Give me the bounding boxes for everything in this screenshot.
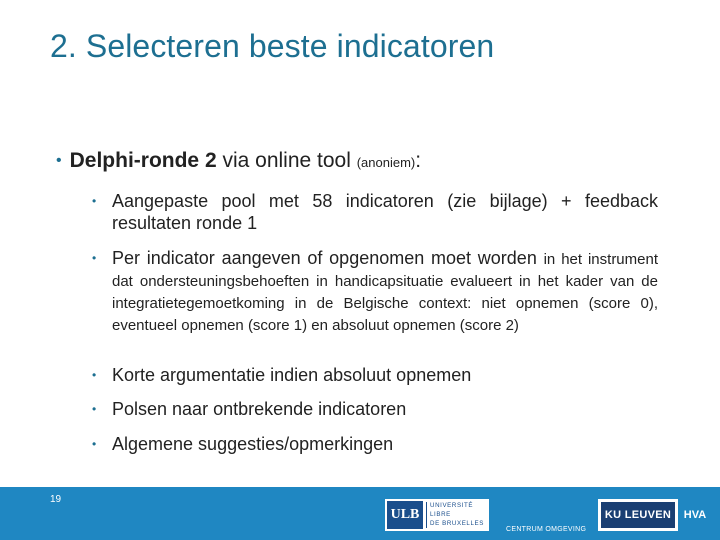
ulb-logo-divider: [426, 502, 427, 528]
sub-bullet-marker: •: [92, 402, 97, 416]
ku-leuven-logo-text: KU LEUVEN: [601, 502, 675, 528]
sub-bullet-argumentatie: [92, 364, 658, 386]
ulb-logo-mark: ULB: [387, 501, 423, 529]
ulb-logo-line3: DE BRUXELLES: [430, 520, 484, 527]
bullet-text: via online tool: [216, 149, 357, 172]
page-number: 19: [50, 494, 62, 505]
ulb-logo-line2: LIBRE: [430, 511, 451, 518]
sub-bullet-polsen: [92, 398, 658, 420]
sub-bullet-marker: •: [92, 251, 97, 265]
bullet-delphi-ronde: [56, 148, 421, 176]
hva-logo: HVA: [683, 509, 707, 521]
sub-bullet-small-text: in het instrument dat ondersteuningsbehoeften in handicapsituatie evalueert in het kader van de integratietegemoetkoming in de Belgische context: niet opnemen (score 0), eventueel opnemen (score 1) en absoluut opnemen (score 2): [112, 251, 658, 334]
sub-bullet-text: Per indicator aangeven of opgenomen moet worden: [112, 248, 544, 268]
ulb-logo-name: [430, 501, 488, 528]
ulb-logo: [385, 499, 489, 531]
sub-bullet-marker: •: [92, 194, 97, 208]
sub-bullet-text-wrap: [92, 247, 658, 335]
slide-title: 2. Selecteren beste indicatoren: [50, 28, 495, 64]
bullet-colon: :: [415, 149, 422, 172]
sub-bullet-text: Aangepaste pool met 58 indicatoren (zie bijlage) + feedback resultaten ronde 1: [112, 191, 658, 233]
sub-bullet-suggesties: [92, 433, 658, 455]
sub-bullet-per-indicator: [92, 247, 658, 335]
ku-leuven-logo: [598, 499, 678, 531]
bullet-small-text: (anoniem): [356, 155, 416, 170]
sub-bullet-pool: [92, 190, 658, 234]
ulb-logo-line1: UNIVERSITÉ: [430, 502, 474, 509]
sub-bullet-text: Korte argumentatie indien absoluut opnemen: [112, 365, 472, 385]
bullet-bold-text: Delphi-ronde 2: [69, 149, 217, 172]
sub-bullet-marker: •: [92, 368, 97, 382]
bullet-marker: •: [56, 152, 62, 169]
sub-bullet-text: Polsen naar ontbrekende indicatoren: [112, 399, 407, 419]
centrum-omgeving-label: CENTRUM OMGEVING: [506, 526, 587, 533]
sub-bullet-marker: •: [92, 437, 97, 451]
sub-bullet-text: Algemene suggesties/opmerkingen: [112, 434, 394, 454]
